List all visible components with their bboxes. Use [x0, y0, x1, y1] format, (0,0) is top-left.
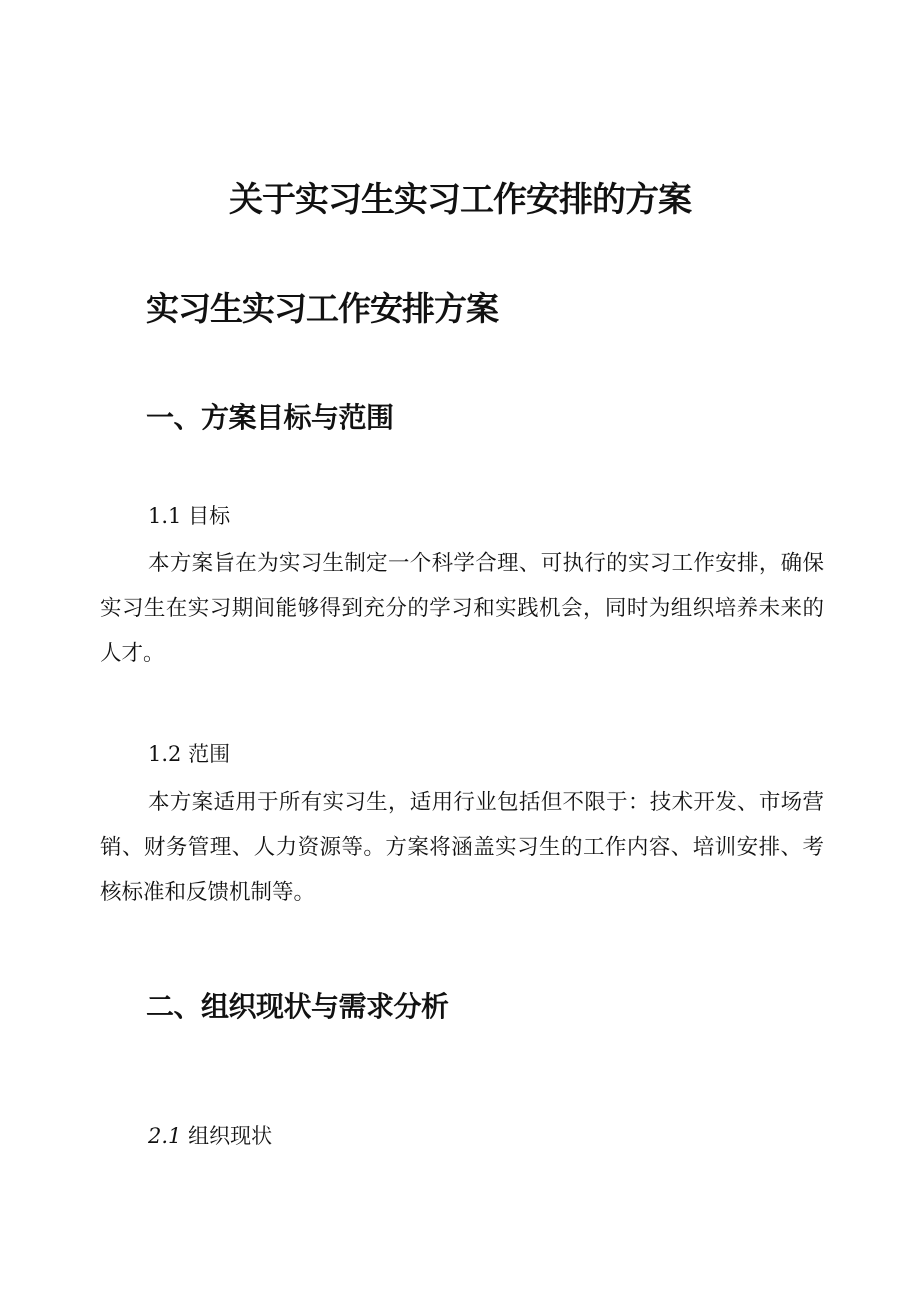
section-heading-1: 一、方案目标与范围: [146, 401, 394, 434]
subsection-title: 目标: [188, 504, 231, 528]
subsection-heading-1-2: [148, 738, 230, 770]
subsection-title: 组织现状: [188, 1124, 273, 1148]
subsection-number: 1.1: [148, 504, 182, 528]
subsection-heading-2-1: [148, 1120, 272, 1152]
document-title: 关于实习生实习工作安排的方案: [229, 180, 691, 220]
subsection-number: 2.1: [148, 1124, 182, 1148]
subsection-heading-1-1: [148, 500, 230, 532]
paragraph-goal: 本方案旨在为实习生制定一个科学合理、可执行的实习工作安排，确保实习生在实习期间能够得到充分的学习和实践机会，同时为组织培养未来的人才。: [100, 551, 824, 666]
section-heading-2: 二、组织现状与需求分析: [146, 990, 449, 1023]
subsection-number: 1.2: [148, 742, 182, 766]
document-subtitle: 实习生实习工作安排方案: [146, 289, 498, 328]
paragraph-scope: 本方案适用于所有实习生，适用行业包括但不限于：技术开发、市场营销、财务管理、人力资源等。方案将涵盖实习生的工作内容、培训安排、考核标准和反馈机制等。: [100, 790, 824, 905]
subsection-title: 范围: [188, 742, 231, 766]
